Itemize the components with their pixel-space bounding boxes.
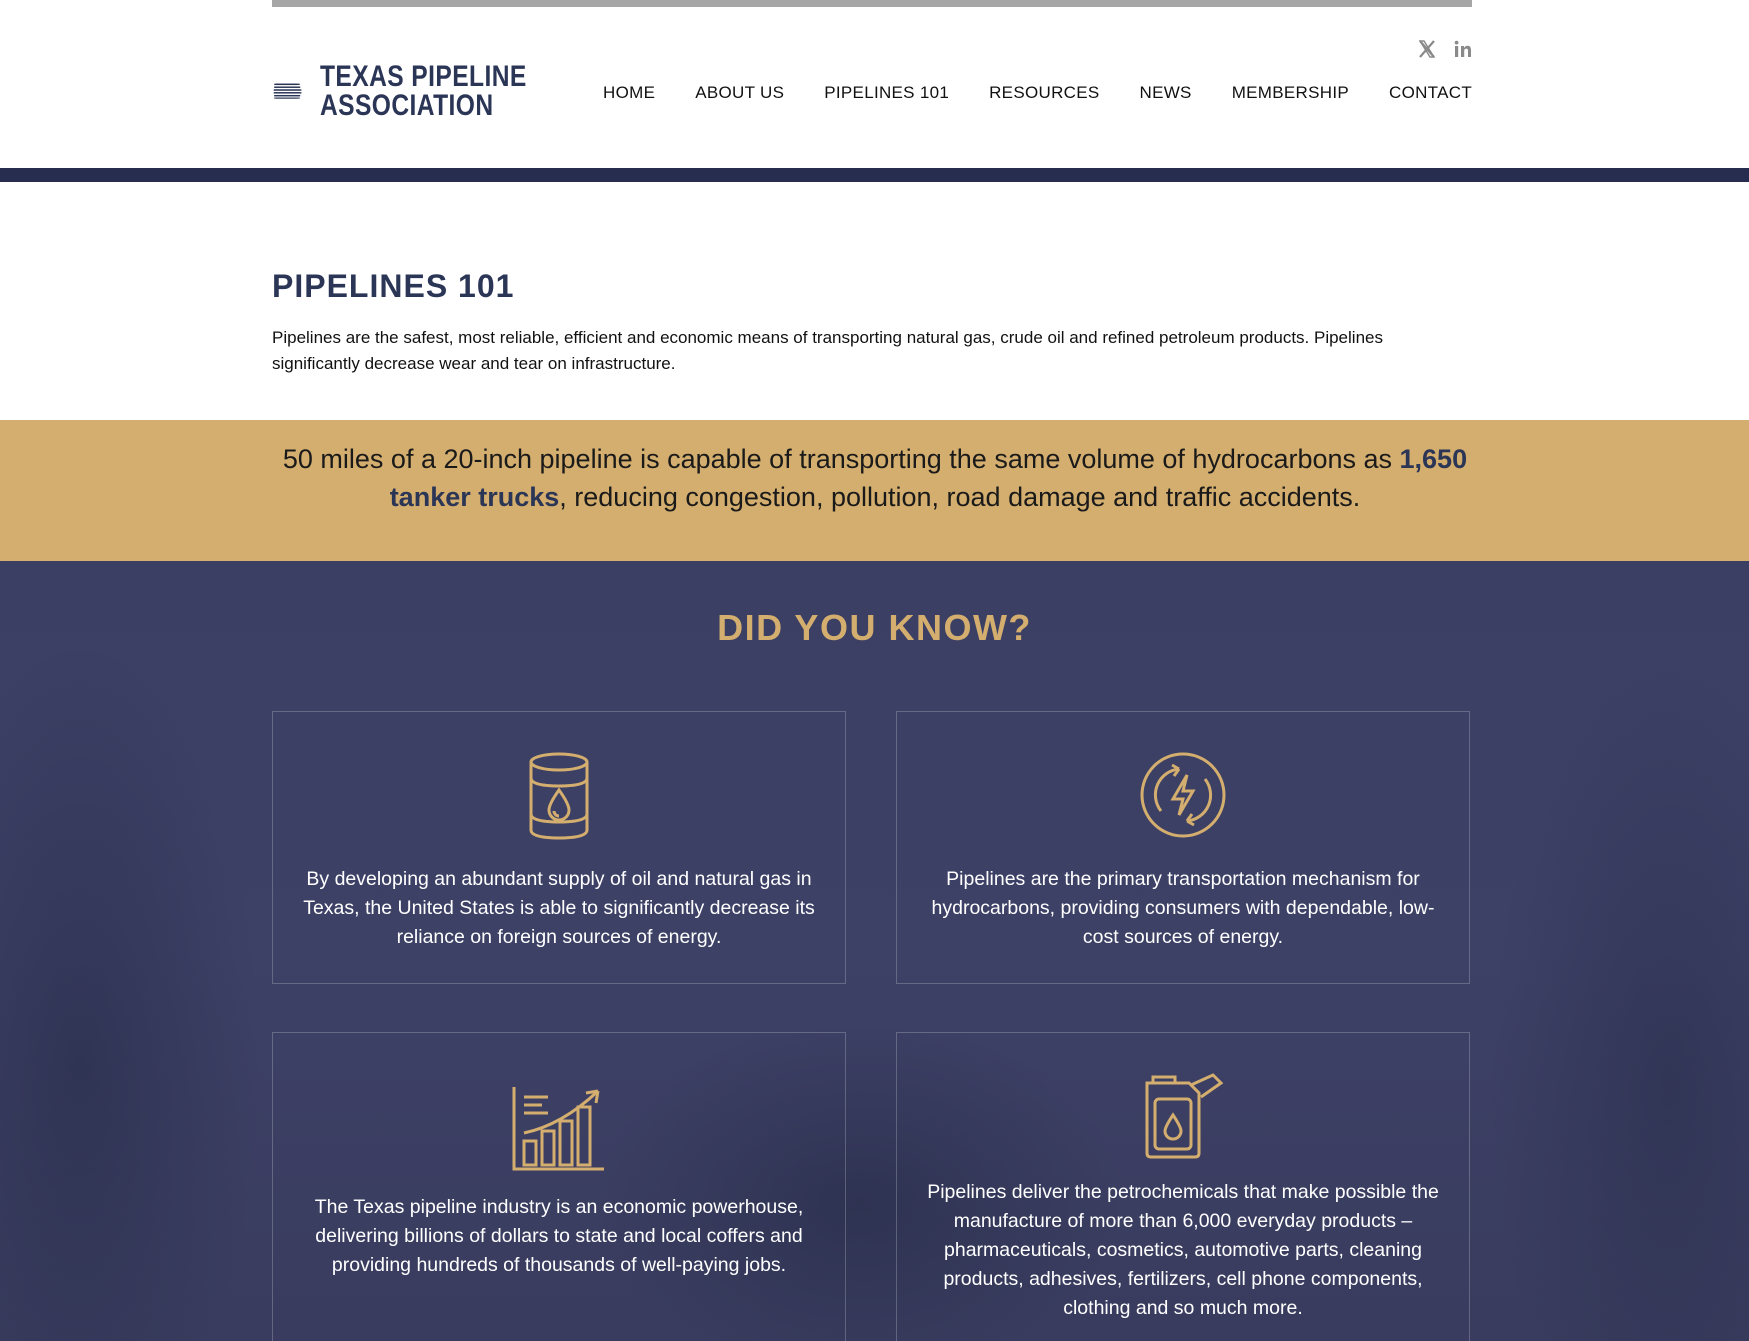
intro-text: Pipelines are the safest, most reliable, efficient and economic means of transporting natural gas, crude oil and refined petroleum products. Pipelines significantly decrease wear and tear on infrastructure. <box>272 328 1383 373</box>
fact-card <box>272 711 846 984</box>
nav-membership[interactable]: MEMBERSHIP <box>1231 83 1349 102</box>
site-header <box>0 7 1749 168</box>
nav-contact[interactable]: CONTACT <box>1389 83 1472 102</box>
nav-pipelines-101[interactable]: PIPELINES 101 <box>824 83 950 102</box>
fact-card-text: By developing an abundant supply of oil and natural gas in Texas, the United States is able to significantly decrease its reliance on foreign sources of energy. <box>303 868 815 948</box>
fact-card <box>896 711 1470 984</box>
social-links <box>1417 39 1473 59</box>
intro-section <box>272 268 1472 377</box>
nav-about-us[interactable]: ABOUT US <box>695 83 785 102</box>
site-logo[interactable] <box>272 59 572 123</box>
fuel-can-icon <box>1141 1073 1225 1159</box>
fact-card-text: The Texas pipeline industry is an economic powerhouse, delivering billions of dollars to state and local coffers and providing hundreds of thousands of well-paying jobs. <box>314 1196 804 1276</box>
logo-line-2: ASSOCIATION <box>319 89 494 122</box>
oil-barrel-icon <box>527 752 591 840</box>
linkedin-icon[interactable] <box>1453 39 1473 59</box>
did-you-know-title: DID YOU KNOW? <box>717 607 1032 648</box>
main-nav <box>603 83 1472 103</box>
logo-line-1: TEXAS PIPELINE <box>319 60 527 93</box>
top-accent-line <box>272 0 1472 7</box>
nav-resources[interactable]: RESOURCES <box>989 83 1100 102</box>
highlight-banner <box>0 420 1749 561</box>
header-divider-band <box>0 168 1749 182</box>
growth-chart-icon <box>512 1085 606 1171</box>
highlight-text-before: 50 miles of a 20-inch pipeline is capable of transporting the same volume of hydrocarbons as <box>282 444 1400 474</box>
page-title: PIPELINES 101 <box>272 268 515 304</box>
logo-mark-icon <box>272 63 302 119</box>
x-twitter-icon[interactable] <box>1417 39 1437 59</box>
did-you-know-section <box>0 561 1749 1341</box>
highlight-text <box>260 440 1490 516</box>
renewable-energy-icon <box>1139 751 1227 839</box>
highlight-strong: 1,650 tanker trucks <box>389 444 1468 512</box>
nav-news[interactable]: NEWS <box>1139 83 1192 102</box>
fact-card <box>896 1032 1470 1341</box>
fact-card-text: Pipelines deliver the petrochemicals that make possible the manufacture of more than 6,000 everyday products – pharmaceuticals, cosmetics, automotive parts, cleaning products, adhesives, fertilizers, cell phone components, clothing and so much more. <box>927 1181 1439 1319</box>
nav-home[interactable]: HOME <box>603 83 656 102</box>
logo-text <box>320 62 527 120</box>
fact-card-text: Pipelines are the primary transportation mechanism for hydrocarbons, providing consumers with dependable, low-cost sources of energy. <box>931 868 1435 948</box>
fact-card <box>272 1032 846 1341</box>
highlight-text-after: , reducing congestion, pollution, road damage and traffic accidents. <box>559 482 1361 512</box>
